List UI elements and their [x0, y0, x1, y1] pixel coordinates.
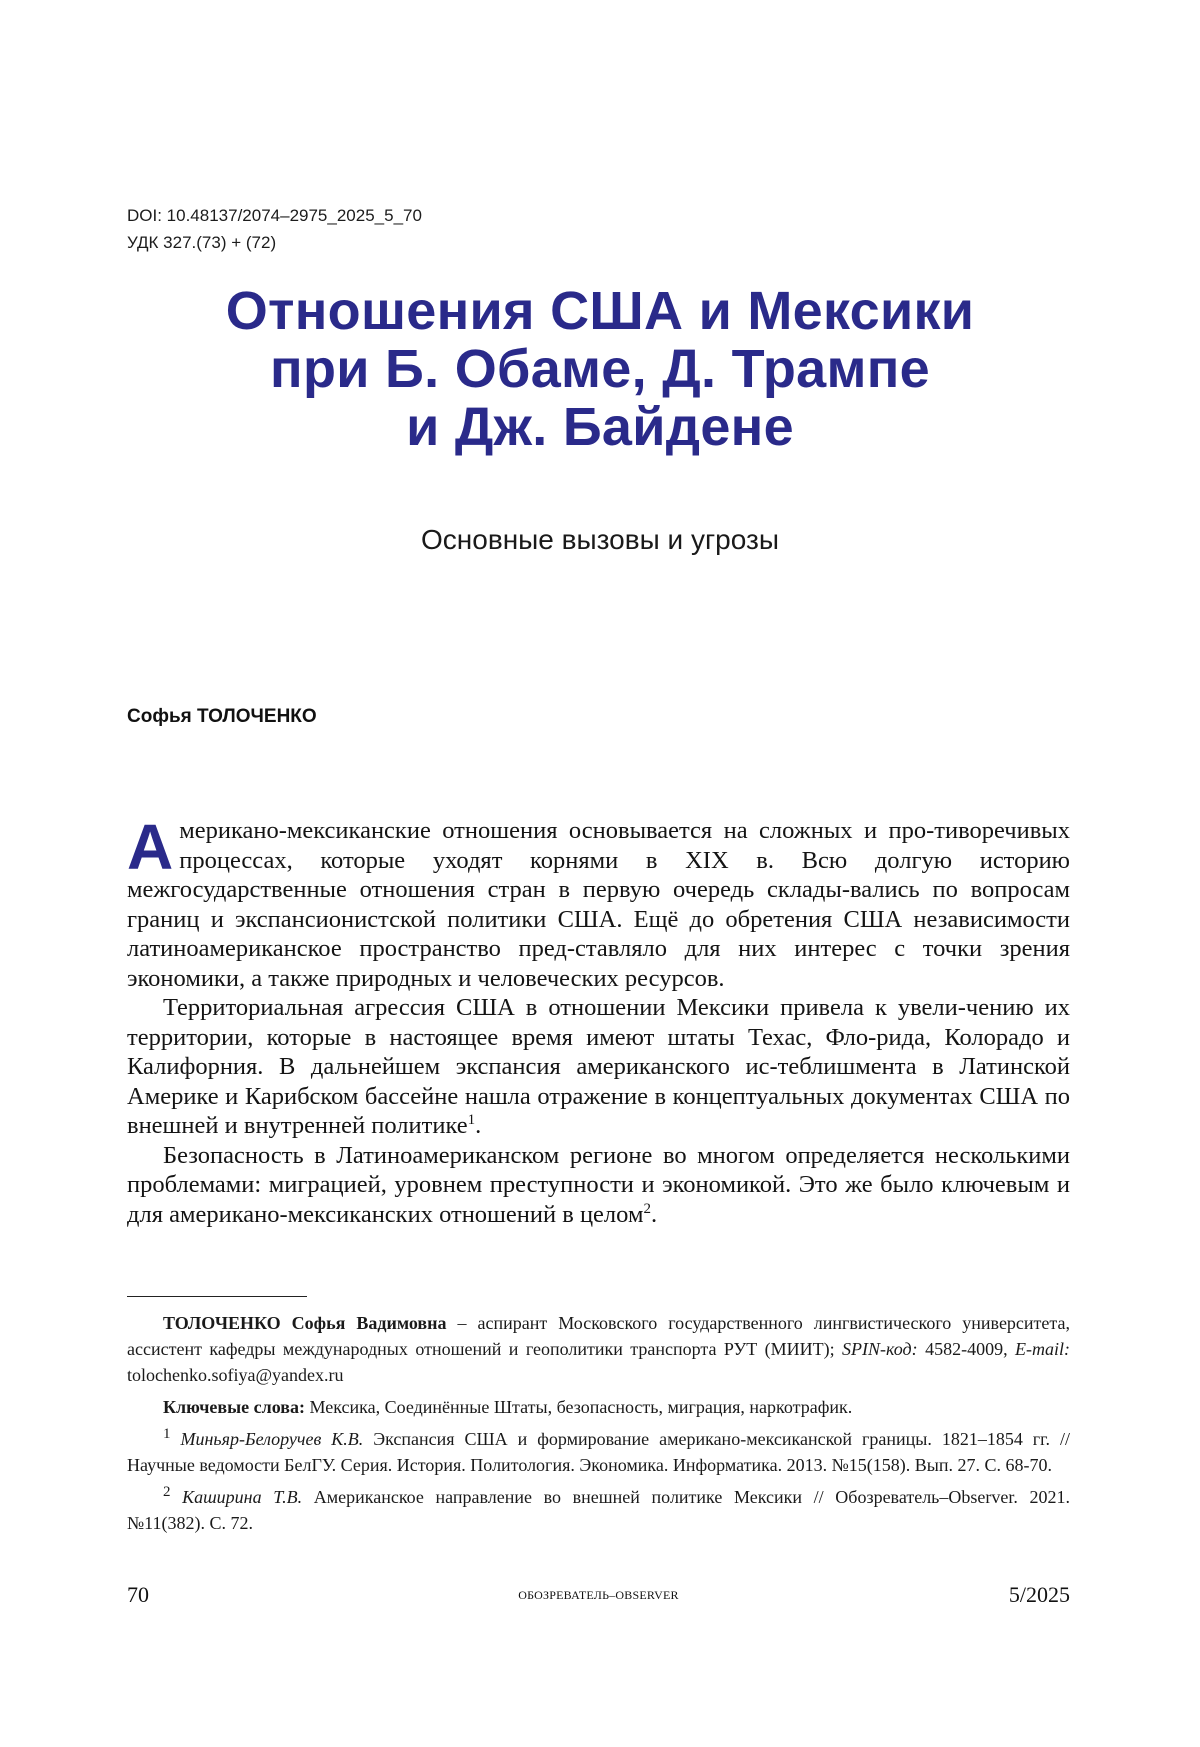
paragraph-1	[127, 816, 1070, 993]
drop-cap: А	[127, 819, 173, 875]
keywords-list: Мексика, Соединённые Штаты, безопасность, миграция, наркотрафик.	[305, 1397, 852, 1417]
issue-number: 5/2025	[1009, 1582, 1070, 1608]
paragraph-1-text: мерикано-мексиканские отношения основывается на сложных и про-тиворечивых процессах, которые уходят корнями в XIX в. Всю долгую историю межгосударственные отношения стран в первую очередь склады-вались по вопросам границ и экспансионистской политики США. Ещё до обретения США независимости латиноамериканское пространство пред-ставляло для них интерес с точки зрения экономики, а также природных и человеческих ресурсов.	[127, 817, 1070, 992]
footnote-ref-1[interactable]: 1	[468, 1112, 476, 1128]
udk: УДК 327.(73) + (72)	[127, 229, 422, 256]
footnote-2-number: 2	[163, 1484, 171, 1500]
title-line-1: Отношения США и Мексики	[100, 282, 1100, 340]
page-footer	[127, 1582, 1070, 1612]
paragraph-3-end: .	[651, 1201, 657, 1228]
page-number: 70	[127, 1582, 149, 1608]
paragraph-3	[127, 1141, 1070, 1230]
spin-label: SPIN-код:	[842, 1339, 918, 1359]
footnote-2-author: Каширина Т.В.	[182, 1487, 302, 1507]
footnote-2-text: Американское направление во внешней политике Мексики // Обозреватель–Observer. 2021. №11(382). С. 72.	[127, 1487, 1070, 1533]
footnotes	[127, 1310, 1070, 1542]
author-info-name: ТОЛОЧЕНКО Софья Вадимовна	[163, 1313, 447, 1333]
article-subtitle: Основные вызовы и угрозы	[100, 524, 1100, 556]
author-info	[127, 1310, 1070, 1388]
paragraph-2-end: .	[475, 1112, 481, 1139]
footnote-1-text: Экспансия США и формирование американо-мексиканской границы. 1821–1854 гг. // Научные ведомости БелГУ. Серия. История. Политология. Экономика. Информатика. 2013. №15(158). Вып. 27. С. 68-70.	[127, 1429, 1070, 1475]
footnote-1	[127, 1426, 1070, 1478]
article-title	[100, 282, 1100, 456]
journal-name: ОБОЗРЕВАТЕЛЬ–OBSERVER	[127, 1588, 1070, 1603]
footnote-1-number: 1	[163, 1426, 171, 1442]
email-value[interactable]: tolochenko.sofiya@yandex.ru	[127, 1365, 344, 1385]
author-name: Софья ТОЛОЧЕНКО	[127, 706, 317, 728]
paragraph-2	[127, 993, 1070, 1141]
title-line-3: и Дж. Байдене	[100, 398, 1100, 456]
doi: DOI: 10.48137/2074–2975_2025_5_70	[127, 202, 422, 229]
footnote-1-author: Миньяр-Белоручев К.В.	[180, 1429, 363, 1449]
article-body	[127, 816, 1070, 1229]
paragraph-3-text: Безопасность в Латиноамериканском регионе во многом определяется несколькими проблемами: миграцией, уровнем преступности и экономикой. Это же было ключевым и для американо-мексиканских отношений в целом	[127, 1142, 1070, 1228]
email-label: E-mail:	[1015, 1339, 1070, 1359]
keywords-label: Ключевые слова:	[163, 1397, 305, 1417]
spin-value: 4582-4009,	[918, 1339, 1015, 1359]
footnote-divider	[127, 1296, 307, 1297]
article-meta	[127, 202, 422, 256]
paragraph-2-text: Территориальная агрессия США в отношении Мексики привела к увели-чению их территории, которые в настоящее время имеют штаты Техас, Фло-рида, Колорадо и Калифорния. В дальнейшем экспансия американского ис-теблишмента в Латинской Америке и Карибском бассейне нашла отражение в концептуальных документах США по внешней и внутренней политике	[127, 994, 1070, 1139]
keywords	[127, 1394, 1070, 1420]
author-info-desc: – аспирант Московского государственного лингвистического университета, ассистент кафедры международных отношений и геополитики транспорта РУТ (МИИТ);	[127, 1313, 1070, 1359]
footnote-2	[127, 1484, 1070, 1536]
footnote-ref-2[interactable]: 2	[643, 1200, 651, 1216]
title-line-2: при Б. Обаме, Д. Трампе	[100, 340, 1100, 398]
